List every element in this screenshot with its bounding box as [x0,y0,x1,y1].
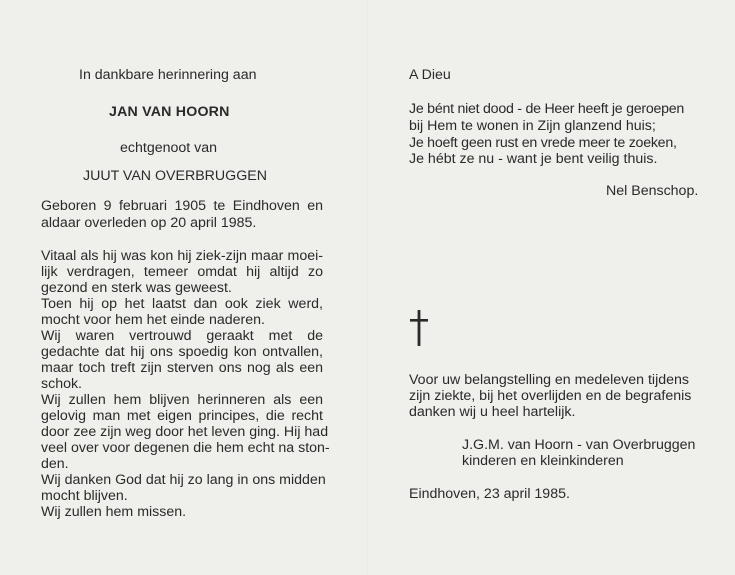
body-line-9: schok. [41,376,83,392]
body-line-17: Wij zullen hem missen. [41,504,187,520]
thanks-line-3: danken wij u heel hartelijk. [409,404,576,420]
body-line-6: Wij waren vertrouwd geraakt met de [41,328,323,344]
body-line-1: Vitaal als hij was kon hij ziek-zijn maar moei- [41,248,323,264]
family-line-1: J.G.M. van Hoorn - van Overbruggen [462,437,696,453]
body-line-13: veel over voor degenen die hem echt na ston- [41,440,330,456]
poem-line-2: bij Hem te wonen in Zijn glanzend huis; [409,118,656,134]
body-line-12: door zee zijn weg door het leven ging. Hij had [41,424,329,440]
body-line-16: mocht blijven. [41,488,128,504]
thanks-line-1: Voor uw belangstelling en medeleven tijdens [409,372,689,388]
body-line-14: den. [41,456,69,472]
intro-text: In dankbare herinnering aan [79,67,257,83]
body-line-11: gelovig man met eigen principes, die recht [41,408,323,424]
deceased-name: JAN VAN HOORN [109,104,230,120]
poem-line-1: Je bént niet dood - de Heer heeft je geroepen [409,101,685,117]
body-line-8: maar toch treft zijn sterven ons nog als een [41,360,323,376]
body-line-15: Wij danken God dat hij zo lang in ons midden [41,472,326,488]
body-line-4: Toen hij op het laatst dan ook ziek werd, [41,296,323,312]
body-line-2: lijk verdragen, temeer omdat hij altijd zo [41,264,323,280]
thanks-line-2: zijn ziekte, bij het overlijden en de begrafenis [409,388,692,404]
birth-line-2: aldaar overleden op 20 april 1985. [41,215,257,231]
birth-line-1: Geboren 9 februari 1905 te Eindhoven en [41,198,323,214]
place-date: Eindhoven, 23 april 1985. [409,486,570,502]
poem-line-4: Je hébt ze nu - want je bent veilig thuis. [409,151,658,167]
spouse-name: JUUT VAN OVERBRUGGEN [83,168,267,184]
spouse-label: echtgenoot van [120,140,218,156]
family-line-2: kinderen en kleinkinderen [462,453,624,469]
body-line-7: gedachte dat hij ons spoedig kon ontvallen, [41,344,323,360]
card-fold [367,0,368,575]
body-line-3: gezond en sterk was geweest. [41,280,232,296]
poem-author: Nel Benschop. [606,183,699,199]
body-line-10: Wij zullen hem blijven herinneren als een [41,392,323,408]
cross-icon [409,310,429,346]
poem-line-3: Je hoeft geen rust en vrede meer te zoeken, [409,135,677,151]
poem-title: A Dieu [409,67,451,83]
body-line-5: mocht voor hem het einde naderen. [41,312,265,328]
